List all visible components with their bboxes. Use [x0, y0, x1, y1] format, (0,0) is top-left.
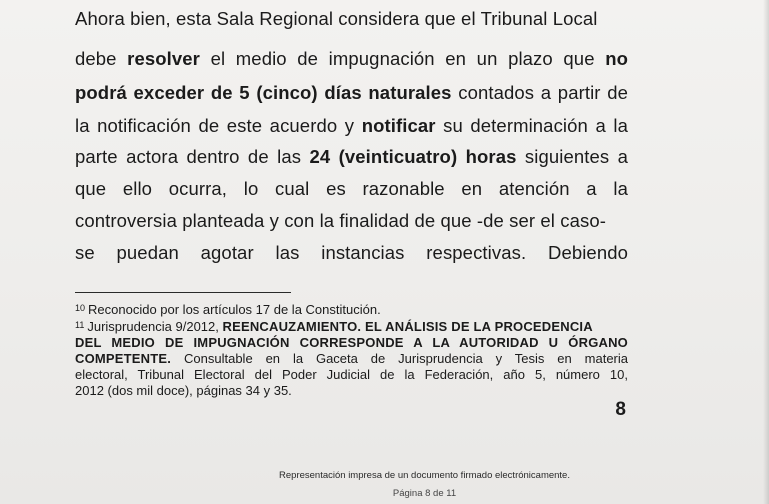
page-number: 8: [615, 399, 626, 420]
paragraph-bold-text: podrá exceder de 5 (cinco) días naturales: [75, 82, 452, 103]
paragraph-text: debe: [75, 48, 128, 69]
page-edge-shadow: [763, 0, 769, 504]
paragraph-text: siguientes a: [516, 146, 628, 167]
footnote-thesis-title: DEL MEDIO DE IMPUGNACIÓN CORRESPONDE A LA AUTORIDAD U ÓRGANO: [75, 335, 628, 350]
paragraph-line-6: [75, 178, 628, 200]
paragraph-line-7: [75, 210, 628, 232]
paragraph-text: el medio de impugnación en un plazo que: [199, 48, 606, 69]
paragraph-text: su determinación a la: [435, 115, 628, 136]
footnote-number: 10: [75, 303, 86, 313]
paragraph-text: se puedan agotar las instancias respectivas. Debiendo: [75, 242, 628, 263]
footnote-text: Jurisprudencia 9/2012,: [87, 319, 223, 334]
footnote-11-line-5: [75, 383, 628, 398]
paragraph-text: que ello ocurra, lo cual es razonable en atención a la: [75, 178, 628, 199]
electronic-signature-note: Representación impresa de un documento firmado electrónicamente.: [279, 470, 570, 481]
paragraph-text: controversia planteada y con la finalidad de que -de ser el caso-: [75, 210, 606, 231]
footnote-thesis-title: REENCAUZAMIENTO. EL ANÁLISIS DE LA PROCEDENCIA: [222, 319, 593, 334]
footnote-text: Consultable en la Gaceta de Jurisprudencia y Tesis en materia: [171, 351, 628, 366]
paragraph-text: contados a partir de: [451, 82, 628, 103]
paragraph-text: parte actora dentro de las: [75, 146, 310, 167]
paragraph-line-1: [75, 8, 628, 30]
footnote-thesis-title: COMPETENTE.: [75, 351, 172, 366]
paragraph-line-2: [75, 48, 628, 70]
footnote-11-line-1: [75, 318, 628, 334]
footnote-11-line-4: [75, 367, 628, 382]
paragraph-text: Ahora bien, esta Sala Regional considera que el Tribunal Local: [75, 8, 598, 29]
paragraph-bold-text: no: [605, 48, 629, 69]
footnote-separator: [75, 292, 291, 293]
footnote-11-line-3: [75, 351, 628, 366]
paragraph-line-4: [75, 115, 628, 137]
paragraph-bold-text: 24 (veinticuatro) horas: [309, 146, 517, 167]
footnote-text: electoral, Tribunal Electoral del Poder Judicial de la Federación, año 5, número 10,: [75, 367, 628, 382]
paragraph-bold-text: resolver: [127, 48, 200, 69]
page-count-note: Página 8 de 11: [392, 488, 457, 499]
paragraph-text: la notificación de este acuerdo y: [75, 115, 362, 136]
footnote-text: 2012 (dos mil doce), páginas 34 y 35.: [75, 383, 292, 398]
paragraph-line-3: [75, 82, 628, 104]
paragraph-bold-text: notificar: [361, 115, 436, 136]
footnote-text: Reconocido por los artículos 17 de la Constitución.: [88, 302, 381, 317]
paragraph-line-5: [75, 146, 628, 168]
paragraph-line-8: [75, 242, 628, 264]
footnote-number: 11: [75, 320, 85, 330]
footnote-11-line-2: [75, 335, 628, 350]
footnote-10: [75, 301, 628, 317]
